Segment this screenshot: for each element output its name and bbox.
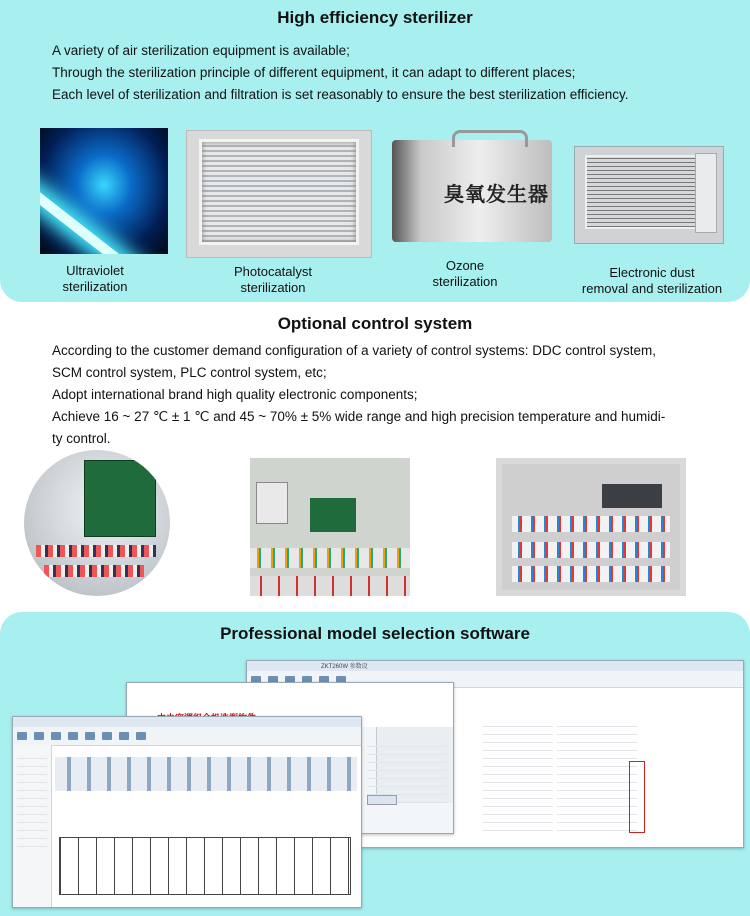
uv-caption-line-2: sterilization [62,279,128,294]
ozone-generator-image [392,140,552,242]
control-title: Optional control system [277,314,473,333]
sterilizer-line-1: A variety of air sterilization equipment is available; [52,43,350,58]
software-window-front [12,716,362,908]
ozone-caption-line-1: Ozone [445,258,485,273]
ozone-caption [410,258,520,290]
control-line-3: Adopt international brand high quality electronic components; [52,387,418,402]
control-board-image-2 [250,458,410,596]
ozone-generator-label: 臭氧发生器 [444,184,549,206]
uv-caption-line-1: Ultraviolet [66,263,124,278]
photocatalyst-caption-line-1: Photocatalyst [233,264,313,279]
control-line-2: SCM control system, PLC control system, etc; [52,365,327,380]
sterilizer-line-3: Each level of sterilization and filtration is set reasonably to ensure the best sterilization efficiency. [52,87,629,102]
control-line-4: Achieve 16 ~ 27 ℃ ± 1 ℃ and 45 ~ 70% ± 5% wide range and high precision temperature and humidi- [52,409,666,424]
control-description [52,340,702,450]
sterilizer-line-2: Through the sterilization principle of different equipment, it can adapt to different places; [52,65,576,80]
control-line-1: According to the customer demand configuration of a variety of control systems: DDC control system, [52,343,657,358]
software-title: Professional model selection software [220,624,530,643]
software-window-title: ZKT260W 参数设 [321,664,368,670]
uv-lamp-image [40,128,168,254]
sterilizer-description [52,40,702,106]
software-panel [0,612,750,916]
photocatalyst-caption-line-2: sterilization [240,280,306,295]
control-cabinet-image [496,458,686,596]
electronic-dust-caption-line-2: removal and sterilization [581,281,723,296]
photocatalyst-caption [214,264,332,296]
sterilizer-panel [0,0,750,302]
uv-caption [40,263,150,295]
electronic-dust-caption-line-1: Electronic dust [609,265,695,280]
control-panel [0,306,750,606]
electronic-dust-filter-image [574,146,724,244]
electronic-dust-caption [574,265,730,297]
sterilizer-title: High efficiency sterilizer [277,8,473,27]
control-board-image-1 [24,450,170,596]
photocatalyst-filter-image [186,130,372,258]
control-line-5: ty control. [52,431,111,446]
ozone-caption-line-2: sterilization [432,274,498,289]
